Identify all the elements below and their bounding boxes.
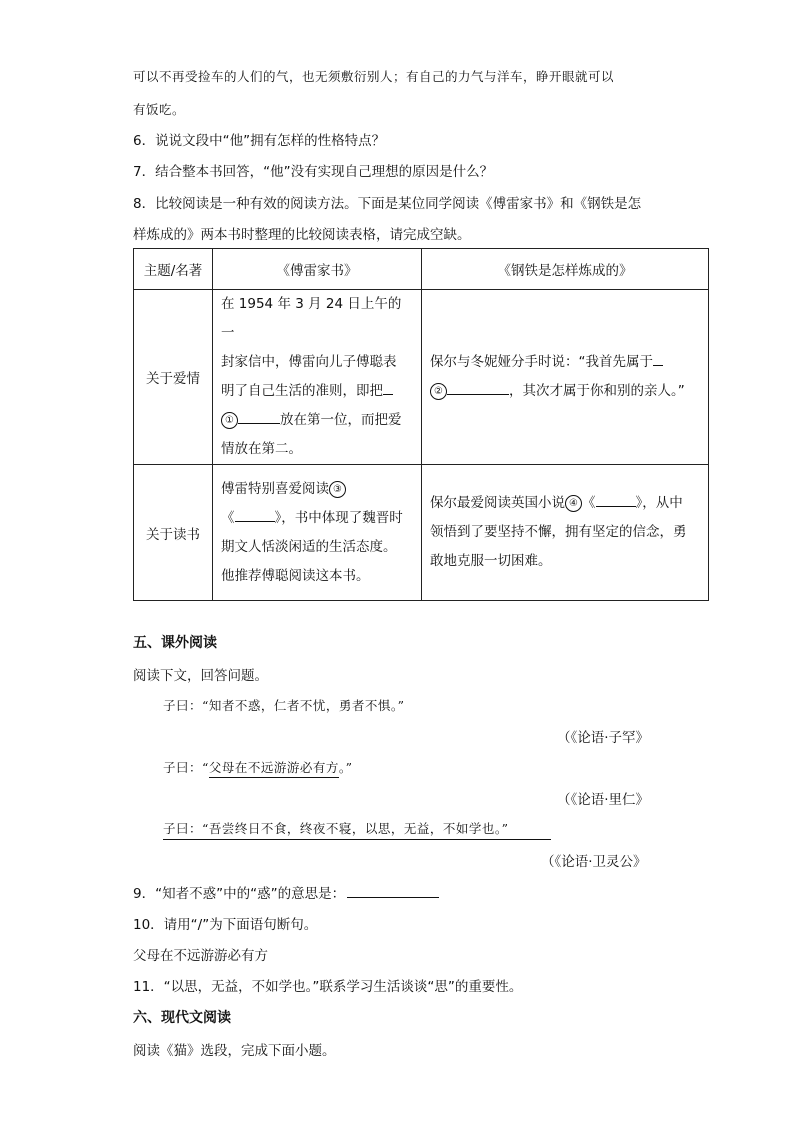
cell-text: 》，书中体现了魏晋时 [274,509,403,526]
table-row [134,290,709,465]
header-gangtie: 《钢铁是怎样炼成的》 [422,249,709,290]
cell-gangtie-reading [422,465,709,601]
cell-text: 保尔与冬妮娅分手时说：“我首先属于 [430,354,653,370]
cell-text: 期文人恬淡闲适的生活态度。 [221,538,397,555]
cell-text: 》，从中 [635,495,683,511]
header-theme: 主题/名著 [134,249,213,290]
cell-text: 他推荐傅聪阅读这本书。 [221,567,370,584]
question-8-line-2: 样炼成的》两本书时整理的比较阅读表格，请完成空缺。 [133,227,471,243]
blank-line[interactable] [383,380,393,395]
cell-text: 在 1954 年 3 月 24 日上午的一 [221,296,402,341]
comparison-table [133,248,709,601]
circled-number: ④ [565,495,582,512]
row-label-reading: 关于读书 [134,465,213,601]
cell-gangtie-love [422,290,709,465]
quote-3: 子曰：“吾尝终日不食，终夜不寝，以思，无益，不如学也。” [163,819,551,840]
quote-1: 子曰：“知者不惑，仁者不忧，勇者不惧。” [163,698,405,713]
quote-underlined-text: 父母在不远游游必有方 [209,760,339,778]
passage-line-2: 有饭吃。 [133,102,186,117]
quote-text: 。” [338,760,353,775]
cell-text: 保尔最爱阅读英国小说 [430,495,565,511]
quote-2 [163,758,353,776]
table-header-row [134,249,709,290]
answer-blank-4[interactable] [596,492,636,507]
cell-text: 领悟到了要坚持不懈，拥有坚定的信念，勇 [430,524,687,540]
cell-text: 情放在第二。 [221,441,302,457]
cell-text: 放在第一位，而把爱 [280,412,402,428]
section-5-heading: 五、课外阅读 [133,635,217,651]
passage-line-1: 可以不再受捡车的人们的气，也无须敷衍别人；有自己的力气与洋车，睁开眼就可以 [133,69,615,84]
row-label-love: 关于爱情 [134,290,213,465]
source-2: （《论语·里仁》 [557,792,650,808]
circled-number: ② [430,383,447,400]
cell-text: 《 [221,509,235,526]
question-text: 9．“知者不惑”中的“惑”的意思是： [133,886,346,902]
blank-line[interactable] [653,351,663,366]
answer-blank-1[interactable] [238,409,280,424]
circled-number: ③ [329,481,346,498]
circled-number: ① [221,412,238,429]
section-5-instruction: 阅读下文，回答问题。 [133,668,268,684]
question-9 [133,882,439,902]
answer-blank-9[interactable] [347,883,439,898]
question-10-sentence: 父母在不远游游必有方 [133,948,268,964]
section-6-instruction: 阅读《猫》选段，完成下面小题。 [133,1043,336,1059]
cell-fulei-love [213,290,422,465]
cell-text: 敢地克服一切困难。 [430,553,552,569]
answer-blank-2[interactable] [447,380,509,395]
cell-text: 封家信中，傅雷向儿子傅聪表 [221,354,397,370]
table-row [134,465,709,601]
cell-text: 傅雷特别喜爱阅读 [221,480,329,497]
question-7: 7．结合整本书回答，“他”没有实现自己理想的原因是什么？ [133,164,494,180]
section-6-heading: 六、现代文阅读 [133,1010,231,1026]
cell-text: ，其次才属于你和别的亲人。” [509,383,685,399]
quote-text: 子曰：“ [163,760,209,775]
question-11: 11．“以思，无益，不如学也。”联系学习生活谈谈“思”的重要性。 [133,979,523,995]
answer-blank-3[interactable] [235,507,275,522]
header-fulei: 《傅雷家书》 [213,249,422,290]
question-6: 6．说说文段中“他”拥有怎样的性格特点？ [133,133,386,149]
question-8-line-1: 8．比较阅读是一种有效的阅读方法。下面是某位同学阅读《傅雷家书》和《钢铁是怎 [133,196,642,212]
source-3: （《论语·卫灵公》 [541,854,647,870]
source-1: （《论语·子罕》 [557,730,650,746]
question-10: 10．请用“/”为下面语句断句。 [133,917,318,933]
cell-text: 明了自己生活的准则，即把 [221,383,383,399]
cell-fulei-reading [213,465,422,601]
cell-text: 《 [582,495,596,511]
